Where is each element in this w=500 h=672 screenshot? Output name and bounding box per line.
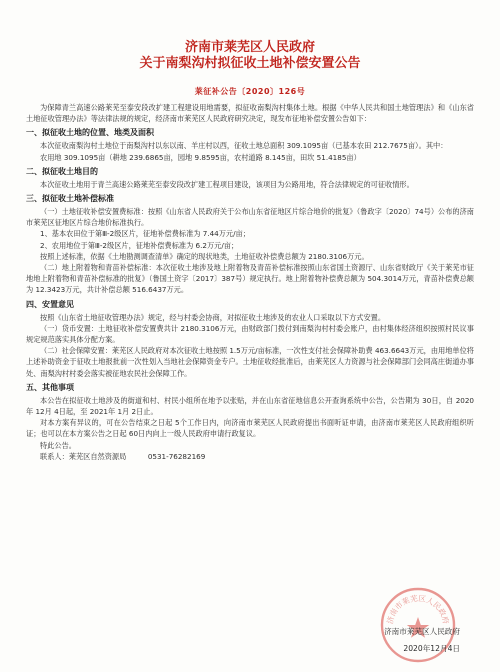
section-4-heading: 四、安置意见 [26, 299, 74, 309]
closing-text: 特此公告。 [40, 440, 76, 450]
section-5-paragraph: 对本方案有异议的，可在公告结束之日起 5个工作日内，向济南市莱芜区人民政府提出书面听证申请，由济南市莱芜区人民政府组织听证；也可以在本方案公告之日起 60日内向上一级人民政府申请行政复议。 [26, 418, 474, 439]
section-5-heading: 五、其他事项 [26, 382, 74, 392]
section-1-paragraph: 农用地 309.1095亩（耕地 239.6865亩，园地 9.8595亩，农村道路 8.145亩，田坎 51.4185亩） [40, 152, 361, 162]
section-3-heading: 三、拟征收土地补偿标准 [26, 194, 114, 204]
svg-text:济南市莱芜区人民政府: 济南市莱芜区人民政府 [385, 593, 451, 625]
section-3-paragraph: 1、基本农田位于第Ⅲ-2级区片，征地补偿费标准为 7.44万元/亩； [40, 229, 250, 239]
title-line-1: 济南市莱芜区人民政府 [184, 40, 315, 55]
section-4-paragraph: （二）社会保障安置：莱芜区人民政府对本次征收土地按照 1.5万元/亩标准，一次性支付社会保障补助费 463.6643万元，由用地单位将上述补助资金于征收土地报批前一次性划入当地社会保障资金专户。土地征收经批准后，由莱芜区人力资源与社会保障部门会同高庄街道办事处、南梨沟村村委会落实被征地农民社会保障工作。 [26, 346, 474, 378]
document-number: 莱征补公告〔2020〕126号 [194, 87, 306, 96]
signature-date: 2020年12月4日 [403, 644, 460, 653]
section-4-paragraph: 按照《山东省土地征收管理办法》规定，经与村委会协商，对拟征收土地涉及的农业人口采取以下方式安置。 [40, 312, 386, 322]
section-3-paragraph: 2、农用地位于第Ⅲ-2级区片，征地补偿费标准为 6.2万元/亩； [40, 240, 239, 250]
contact-line: 联系人：莱芜区自然资源局 0531-76282169 [40, 451, 206, 461]
section-1-paragraph: 本次征收南梨沟村土地位于南梨沟村以东以南、羊庄村以西，征收土地总面积 309.1095亩（已基本农田 212.7675亩）。其中： [40, 141, 448, 151]
section-3-paragraph: （二）地上附着物和青苗补偿标准：本次征收土地涉及地上附着物及青苗补偿标准按照山东省国土资源厅、山东省财政厅《关于莱芜市征地地上附着物和青苗补偿标准的批复》（鲁国土资字〔2017〕387号）规定执行。地上附着物补偿费总额为 504.3014万元，青苗补偿费总额为 12.3423万元，共计补偿总额 516.6437万元。 [26, 263, 474, 295]
section-2-paragraph: 本次征收土地用于青兰高速公路莱芜至泰安段改扩建工程项目建设，该项目为公路用地，符合法律规定的可征收情形。 [40, 179, 414, 189]
section-5-paragraph: 本公告在拟征收土地涉及的街道和村、村民小组所在地予以张贴，并在山东省征地信息公开查询系统中公告，公告期为 30日，自 2020年 12月 4日起，至 2021年 1月 2日止。 [26, 395, 474, 417]
signature-organization: 济南市莱芜区人民政府 [384, 627, 460, 636]
section-3-paragraph: 按照上述标准，依据《土地勘测调查清单》确定的现状地类，土地征收补偿费总额为 2180.3106万元。 [40, 251, 369, 261]
title-line-2: 关于南梨沟村拟征收土地补偿安置公告 [139, 56, 361, 71]
section-3-paragraph: （一）土地征收补偿安置费标准：按照《山东省人民政府关于公布山东省征地区片综合地价的批复》（鲁政字〔2020〕74号）公布的济南市莱芜区征地区片综合地价标准执行。 [26, 207, 474, 228]
intro-paragraph: 为保障青兰高速公路莱芜至泰安段改扩建工程建设用地需要，拟征收南梨沟村集体土地。根据《中华人民共和国土地管理法》和《山东省土地征收管理办法》等法律法规的规定，经济南市莱芜区人民政府研究决定，现发布征地补偿安置公告如下： [26, 103, 474, 124]
section-2-heading: 二、拟征收土地目的 [26, 166, 98, 176]
section-4-paragraph: （一）货币安置：土地征收补偿安置费共计 2180.3106万元，由财政部门拨付到南梨沟村村委会账户，由村集体经济组织按照村民议事规定规范落实具体分配方案。 [26, 323, 474, 345]
section-1-heading: 一、拟征收土地的位置、地类及面积 [26, 128, 154, 138]
